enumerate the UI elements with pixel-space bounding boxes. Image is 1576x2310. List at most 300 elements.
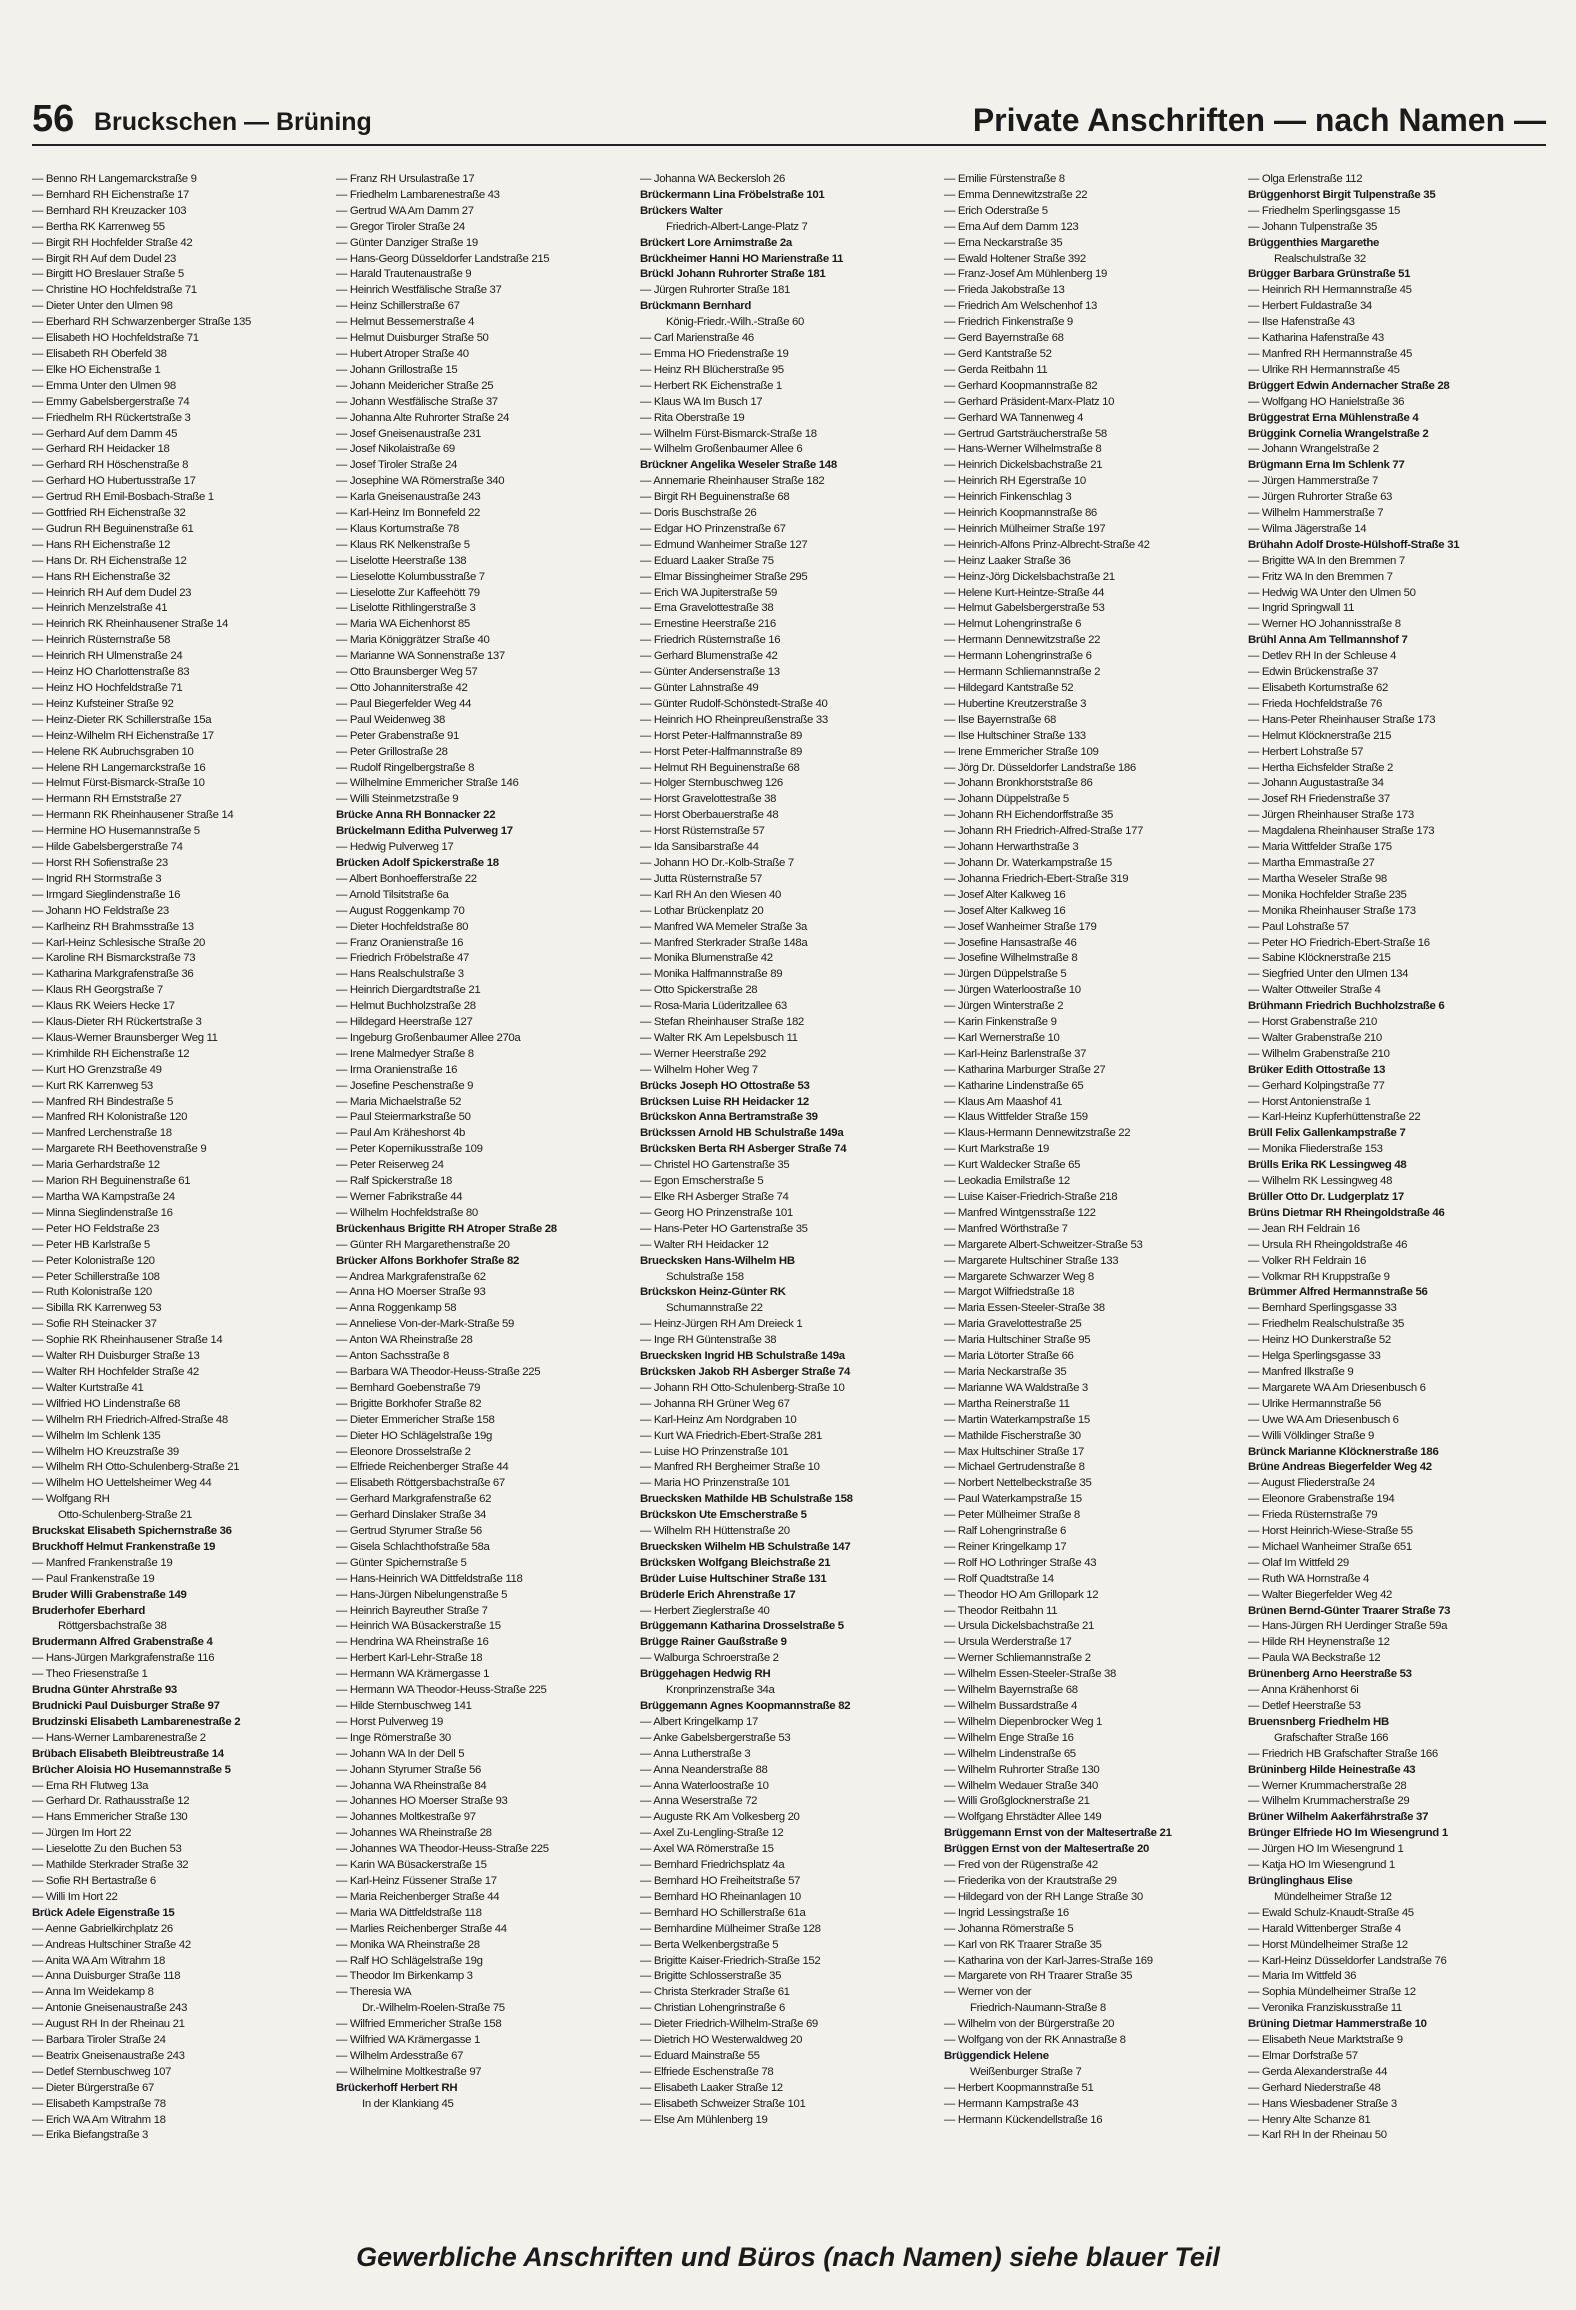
directory-entry: — Karl RH An den Wiesen 40 — [640, 888, 781, 901]
directory-entry: — Wilhelm HO Kreuzstraße 39 — [32, 1445, 179, 1458]
directory-entry: — Johann Tulpenstraße 35 — [1248, 220, 1378, 233]
directory-entry: — Bernhard RH Eichenstraße 17 — [32, 188, 189, 201]
directory-entry: — Hilde RH Heynenstraße 12 — [1248, 1636, 1390, 1649]
directory-entry: — Wilhelm Essen-Steeler-Straße 38 — [944, 1668, 1117, 1681]
directory-entry: — August Fliederstraße 24 — [1248, 1477, 1375, 1490]
directory-entry: Brückner Angelika Weseler Straße 148 — [640, 459, 837, 472]
directory-entry: — Jürgen Rheinhauser Straße 173 — [1248, 809, 1414, 822]
directory-entry: — Ilse Hultschiner Straße 133 — [944, 729, 1086, 742]
directory-entry: — Erich Oderstraße 5 — [944, 204, 1048, 217]
directory-entry: — Maria Reichenberger Straße 44 — [336, 1890, 500, 1903]
directory-entry: — Johannes Moltkestraße 97 — [336, 1811, 476, 1824]
directory-entry: — Ursula Werderstraße 17 — [944, 1636, 1072, 1649]
directory-entry: — Dietrich HO Westerwaldweg 20 — [640, 2034, 803, 2047]
directory-entry: — Ingrid Lessingstraße 16 — [944, 1906, 1069, 1919]
directory-entry: — Anna Im Weidekamp 8 — [32, 1986, 154, 1999]
directory-entry: — Wilhelm Grabenstraße 210 — [1248, 1047, 1390, 1060]
directory-entry: — Otto Johanniterstraße 42 — [336, 682, 468, 694]
directory-entry: — Ralf HO Schlägelstraße 19g — [336, 1954, 483, 1967]
directory-entry: — Sofie RH Steinacker 37 — [32, 1318, 157, 1331]
directory-entry: — Herbert Lohstraße 57 — [1248, 745, 1364, 758]
directory-entry: — Hermann WA Krämergasse 1 — [336, 1668, 490, 1681]
directory-entry: — Manfred WA Memeler Straße 3a — [640, 920, 807, 933]
directory-entry: — Elmar Bissingheimer Straße 295 — [640, 570, 808, 583]
directory-entry: — Frieda Rüsternstraße 79 — [1248, 1509, 1378, 1522]
directory-entry: — Elmar Dorfstraße 57 — [1248, 2049, 1358, 2062]
directory-entry: — Friedrich HB Grafschafter Straße 166 — [1248, 1747, 1438, 1760]
directory-entry: — Johann Grillostraße 15 — [336, 363, 458, 376]
directory-entry: In der Klankiang 45 — [362, 2097, 454, 2110]
directory-entry: Brünenberg Arno Heerstraße 53 — [1248, 1668, 1412, 1681]
directory-entry: — Klaus Kortumstraße 78 — [336, 522, 459, 535]
directory-entry: — Josef Nikolaistraße 69 — [336, 443, 455, 456]
directory-entry: — Albert Kringelkamp 17 — [640, 1715, 758, 1728]
directory-entry: Brückert Lore Arnimstraße 2a — [640, 236, 792, 249]
directory-entry: Brudna Günter Ahrstraße 93 — [32, 1684, 177, 1697]
directory-entry: Brüggemann Ernst von der Maltesertraße 21 — [944, 1827, 1172, 1840]
directory-entry: — Detlev RH In der Schleuse 4 — [1248, 650, 1397, 663]
directory-entry: — Axel WA Römerstraße 15 — [640, 1843, 774, 1856]
directory-entry: — Theodor Reitbahn 11 — [944, 1604, 1058, 1617]
directory-entry: — Ruth Kolonistraße 120 — [32, 1286, 152, 1299]
directory-entry: — Karl-Heinz Füssener Straße 17 — [336, 1874, 497, 1887]
directory-entry: — Herbert Koopmannstraße 51 — [944, 2081, 1094, 2094]
directory-entry: — Kurt RK Karrenweg 53 — [32, 1079, 153, 1092]
directory-entry: — Johanna Römerstraße 5 — [944, 1922, 1074, 1935]
directory-entry: — Erich WA Jupiterstraße 59 — [640, 586, 777, 599]
directory-entry: — Fred von der Rügenstraße 42 — [944, 1859, 1098, 1872]
directory-entry: — Johannes WA Rheinstraße 28 — [336, 1827, 492, 1840]
directory-entry: Brücks Joseph HO Ottostraße 53 — [640, 1079, 810, 1092]
directory-entry: — Marianne WA Sonnenstraße 137 — [336, 650, 505, 663]
directory-entry: Grafschafter Straße 166 — [1274, 1731, 1389, 1744]
directory-entry: — Johann RH Eichendorffstraße 35 — [944, 809, 1114, 822]
directory-entry: — Manfred Sterkrader Straße 148a — [640, 936, 808, 949]
directory-entry: — Josef RH Friedenstraße 37 — [1248, 793, 1390, 806]
directory-entry: — Ulrike Hermannstraße 56 — [1248, 1397, 1382, 1410]
directory-entry: Kronprinzenstraße 34a — [666, 1684, 775, 1697]
directory-entry: — August Roggenkamp 70 — [336, 904, 465, 917]
directory-entry: — Günter RH Margarethenstraße 20 — [336, 1238, 510, 1251]
directory-entry: — Wolfgang HO Hanielstraße 36 — [1248, 395, 1405, 408]
directory-entry: — Ingeburg Großenbaumer Allee 270a — [336, 1031, 521, 1044]
directory-entry: — Werner von der — [944, 1986, 1032, 1999]
directory-entry: — Dieter Bürgerstraße 67 — [32, 2081, 155, 2094]
directory-entry: — Maria Wittfelder Straße 175 — [1248, 841, 1392, 854]
directory-entry: — Rita Oberstraße 19 — [640, 411, 745, 424]
directory-entry: — Edmund Wanheimer Straße 127 — [640, 538, 808, 551]
directory-entry: — Monika Rheinhauser Straße 173 — [1248, 904, 1416, 917]
directory-entry: — Hermann WA Theodor-Heuss-Straße 225 — [336, 1684, 547, 1697]
directory-entry: Brügge Rainer Gaußstraße 9 — [640, 1636, 787, 1649]
directory-entry: — Hans-Jürgen Markgrafenstraße 116 — [32, 1652, 215, 1665]
directory-entry: — Michael Gertrudenstraße 8 — [944, 1461, 1085, 1474]
directory-entry: — Josef Alter Kalkweg 16 — [944, 904, 1066, 917]
directory-entry: — Wilhelm Großenbaumer Allee 6 — [640, 443, 803, 456]
directory-entry: — Hermann Kückendellstraße 16 — [944, 2113, 1103, 2126]
directory-entry: Brückskon Anna Bertramstraße 39 — [640, 1111, 818, 1124]
directory-entry: — Heinz HO Dunkerstraße 52 — [1248, 1334, 1391, 1347]
directory-entry: — Olga Erlenstraße 112 — [1248, 173, 1363, 185]
directory-entry: — Margot Wilfriedstraße 18 — [944, 1286, 1075, 1299]
directory-entry: — Detlef Heerstraße 53 — [1248, 1700, 1361, 1712]
directory-entry: — Irmgard Sieglindenstraße 16 — [32, 888, 181, 901]
directory-entry: — Krimhilde RH Eichenstraße 12 — [32, 1047, 190, 1060]
directory-entry: Friedrich-Albert-Lange-Platz 7 — [666, 220, 808, 233]
directory-entry: — Walburga Schroerstraße 2 — [640, 1652, 779, 1665]
directory-entry: Brücksken Berta RH Asberger Straße 74 — [640, 1143, 847, 1156]
directory-entry: — Marianne WA Waldstraße 3 — [944, 1381, 1088, 1394]
directory-entry: — Friedhelm Lambarenestraße 43 — [336, 188, 500, 201]
directory-entry: — Horst Grabenstraße 210 — [1248, 1016, 1377, 1029]
directory-entry: — Hilde Gabelsbergerstraße 74 — [32, 841, 183, 854]
directory-entry: — Paul Steiermarkstraße 50 — [336, 1111, 471, 1124]
directory-entry: Schulstraße 158 — [666, 1270, 744, 1283]
directory-entry: — Benno RH Langemarckstraße 9 — [32, 173, 197, 185]
directory-entry: — Otto Braunsberger Weg 57 — [336, 666, 478, 679]
directory-entry: — Helene RH Langemarckstraße 16 — [32, 761, 206, 774]
directory-entry: — Heinz Laaker Straße 36 — [944, 554, 1071, 567]
directory-entry: — Josef Wanheimer Straße 179 — [944, 920, 1097, 933]
directory-entry: — Ruth WA Hornstraße 4 — [1248, 1572, 1370, 1585]
column-2 — [336, 172, 632, 2217]
directory-entry: — Magdalena Rheinhauser Straße 173 — [1248, 825, 1435, 838]
directory-entry: — Martha Weseler Straße 98 — [1248, 872, 1387, 885]
footer-note: Gewerbliche Anschriften und Büros (nach Namen) siehe blauer Teil — [356, 2242, 1220, 2272]
directory-entry: — Ralf Spickerstraße 18 — [336, 1175, 453, 1188]
directory-entry: — Wilhelm Fürst-Bismarck-Straße 18 — [640, 427, 817, 440]
directory-entry: — Irene Malmedyer Straße 8 — [336, 1047, 474, 1060]
directory-entry: — Birgit RH Hochfelder Straße 42 — [32, 236, 193, 249]
directory-entry: — Berta Welkenbergstraße 5 — [640, 1938, 779, 1951]
directory-entry: König-Friedr.-Wilh.-Straße 60 — [666, 316, 804, 329]
column-1 — [32, 172, 328, 2217]
directory-entry: — Klaus RK Nelkenstraße 5 — [336, 538, 470, 551]
directory-entry: Brück Adele Eigenstraße 15 — [32, 1906, 175, 1919]
directory-entry: — Ursula RH Rheingoldstraße 46 — [1248, 1238, 1408, 1251]
directory-entry: — Hans-Peter HO Gartenstraße 35 — [640, 1222, 808, 1235]
directory-entry: — Carl Marienstraße 46 — [640, 332, 754, 345]
directory-entry: Bruderhofer Eberhard — [32, 1604, 145, 1617]
directory-entry: — Johanna Friedrich-Ebert-Straße 319 — [944, 872, 1129, 885]
directory-entry: — Kurt WA Friedrich-Ebert-Straße 281 — [640, 1429, 822, 1442]
directory-entry: — Reiner Kringelkamp 17 — [944, 1540, 1067, 1553]
directory-entry: — Horst Pulverweg 19 — [336, 1715, 443, 1728]
directory-entry: Brüggen Ernst von der Maltesertraße 20 — [944, 1843, 1150, 1856]
directory-entry: — Manfred RH Kolonistraße 120 — [32, 1111, 188, 1124]
directory-entry: — Karl-Heinz Am Nordgraben 10 — [640, 1413, 797, 1426]
directory-entry: — Georg HO Prinzenstraße 101 — [640, 1206, 793, 1219]
directory-entry: — Willi Im Hort 22 — [32, 1890, 118, 1903]
directory-entry: Bruckskat Elisabeth Spichernstraße 36 — [32, 1525, 232, 1538]
directory-entry: — Klaus RK Weiers Hecke 17 — [32, 1000, 175, 1013]
directory-entry: — Friedhelm Sperlingsgasse 15 — [1248, 204, 1400, 217]
directory-entry: — Antonie Gneisenaustraße 243 — [32, 2002, 188, 2015]
directory-entry: — Emma Dennewitzstraße 22 — [944, 188, 1088, 201]
directory-entry: — Andreas Hultschiner Straße 42 — [32, 1938, 191, 1951]
directory-entry: — Josef Alter Kalkweg 16 — [944, 888, 1066, 901]
directory-entry: — Manfred Wörthstraße 7 — [944, 1222, 1068, 1235]
directory-entry: — Hans RH Eichenstraße 12 — [32, 538, 171, 551]
directory-entry: Brüne Andreas Biegerfelder Weg 42 — [1248, 1461, 1432, 1474]
directory-entry: — Hubertine Kreutzerstraße 3 — [944, 697, 1087, 710]
directory-entry: — Wilhelm HO Uettelsheimer Weg 44 — [32, 1477, 212, 1490]
section-title: Private Anschriften — nach Namen — — [972, 102, 1546, 138]
directory-entry: Brückl Johann Ruhrorter Straße 181 — [640, 268, 826, 281]
directory-entry: — Anna Lutherstraße 3 — [640, 1747, 751, 1760]
directory-entry: Brüderle Erich Ahrenstraße 17 — [640, 1588, 796, 1601]
directory-entry: Dr.-Wilhelm-Roelen-Straße 75 — [362, 2002, 505, 2015]
directory-entry: — Egon Emscherstraße 5 — [640, 1175, 764, 1188]
directory-entry: — Karl Wernerstraße 10 — [944, 1031, 1060, 1044]
directory-entry: — Manfred RH Hermannstraße 45 — [1248, 347, 1412, 360]
directory-entry: — Paul Weidenweg 38 — [336, 713, 446, 726]
directory-entry: — Paul Lohstraße 57 — [1248, 920, 1349, 933]
directory-entry: — Horst Gravelottestraße 38 — [640, 793, 777, 806]
directory-entry: Brüner Wilhelm Aakerfährstraße 37 — [1248, 1811, 1429, 1824]
directory-entry: — Ilse Hafenstraße 43 — [1248, 316, 1355, 329]
directory-entry: — Elisabeth Röttgersbachstraße 67 — [336, 1477, 505, 1490]
directory-entry: — Jutta Rüsternstraße 57 — [640, 872, 763, 885]
directory-entry: — Emma Unter den Ulmen 98 — [32, 379, 176, 392]
directory-entry: Brüggendick Helene — [944, 2049, 1049, 2062]
directory-entry: — Karin Finkenstraße 9 — [944, 1016, 1057, 1029]
directory-entry: — Karl RH In der Rheinau 50 — [1248, 2129, 1387, 2142]
directory-entry: — Else Am Mühlenberg 19 — [640, 2113, 768, 2126]
directory-entry: — Wilhelm RH Otto-Schulenberg-Straße 21 — [32, 1461, 240, 1474]
directory-entry: — Katharina Marburger Straße 27 — [944, 1063, 1106, 1076]
directory-entry: Schumannstraße 22 — [666, 1302, 763, 1315]
directory-entry: — Bernhard Goebenstraße 79 — [336, 1381, 481, 1394]
directory-entry: — Dieter Hochfeldstraße 80 — [336, 920, 469, 933]
directory-entry: — Johanna Alte Ruhrorter Straße 24 — [336, 411, 509, 424]
directory-entry: — Gerda Reitbahn 11 — [944, 363, 1048, 376]
directory-entry: — Günter Rudolf-Schönstedt-Straße 40 — [640, 697, 828, 710]
directory-entry: — Gertrud Gartsträucherstraße 58 — [944, 427, 1107, 440]
directory-entry: — Heinrich Koopmannstraße 86 — [944, 507, 1097, 520]
directory-entry: — Heinrich Mülheimer Straße 197 — [944, 522, 1106, 535]
directory-entry: — Friedhelm RH Rückertstraße 3 — [32, 411, 191, 424]
directory-entry: — Maria Gravelottestraße 25 — [944, 1318, 1082, 1331]
directory-entry: Brümmer Alfred Hermannstraße 56 — [1248, 1286, 1428, 1299]
directory-entry: Bruensnberg Friedhelm HB — [1248, 1715, 1389, 1728]
directory-entry: — Elisabeth Schweizer Straße 101 — [640, 2097, 806, 2110]
directory-entry: — Katharina Markgrafenstraße 36 — [32, 968, 194, 981]
directory-entry: Mündelheimer Straße 12 — [1274, 1890, 1392, 1903]
directory-entry: — Hildegard Kantstraße 52 — [944, 682, 1074, 694]
directory-entry: — Anita WA Am Witrahm 18 — [32, 1954, 165, 1967]
directory-entry: — Maria Essen-Steeler-Straße 38 — [944, 1302, 1105, 1315]
directory-entry: — Wilhelm Krummacherstraße 29 — [1248, 1795, 1410, 1808]
column-5 — [1248, 172, 1544, 2217]
directory-entry: — Franz-Josef Am Mühlenberg 19 — [944, 268, 1107, 281]
directory-entry: — Marion RH Beguinenstraße 61 — [32, 1175, 191, 1188]
directory-entry: — Helmut Buchholzstraße 28 — [336, 1000, 476, 1013]
directory-entry: — Christine HO Hochfeldstraße 71 — [32, 284, 197, 297]
directory-entry: — August RH In der Rheinau 21 — [32, 2018, 185, 2031]
directory-entry: — Ewald Holtener Straße 392 — [944, 252, 1086, 265]
directory-entry: — Walter Grabenstraße 210 — [1248, 1031, 1382, 1044]
directory-entry: — Heinz Kufsteiner Straße 92 — [32, 697, 174, 710]
directory-entry: — Karl-Heinz Schlesische Straße 20 — [32, 936, 205, 949]
directory-entry: — Hildegard von der RH Lange Straße 30 — [944, 1890, 1143, 1903]
directory-entry: — Jürgen Waterloostraße 10 — [944, 984, 1081, 997]
directory-entry: — Heinrich HO Rheinpreußenstraße 33 — [640, 713, 828, 726]
directory-entry: — Johann Westfälische Straße 37 — [336, 395, 498, 408]
directory-entry: — Sophie RK Rheinhausener Straße 14 — [32, 1334, 223, 1347]
directory-entry: — Anna Weserstraße 72 — [640, 1795, 758, 1808]
directory-entry: — Horst Oberbauerstraße 48 — [640, 809, 779, 822]
directory-entry: — Helmut Gabelsbergerstraße 53 — [944, 602, 1105, 615]
directory-entry: — Gertrud WA Am Damm 27 — [336, 204, 474, 217]
directory-entry: — Ida Sansibarstraße 44 — [640, 841, 759, 854]
directory-entry: — Erna RH Flutweg 13a — [32, 1779, 149, 1792]
directory-entry: Brüninberg Hilde Heinestraße 43 — [1248, 1763, 1416, 1776]
directory-entry: — Hans Emmericher Straße 130 — [32, 1811, 188, 1824]
directory-entry: — Elke HO Eichenstraße 1 — [32, 363, 161, 376]
directory-entry: Brücksken Jakob RH Asberger Straße 74 — [640, 1365, 851, 1378]
directory-entry: — Maria Königgrätzer Straße 40 — [336, 634, 490, 647]
directory-entry: — Auguste RK Am Volkesberg 20 — [640, 1811, 800, 1824]
directory-entry: Brückssen Arnold HB Schulstraße 149a — [640, 1127, 844, 1140]
directory-entry: — Walter RH Heidacker 12 — [640, 1238, 769, 1251]
directory-entry: — Katharina von der Karl-Jarres-Straße 169 — [944, 1954, 1153, 1967]
directory-entry: — Josef Tiroler Straße 24 — [336, 459, 458, 472]
directory-entry: — Erich WA Am Witrahm 18 — [32, 2113, 166, 2126]
directory-entry: — Maria Michaelstraße 52 — [336, 1095, 462, 1108]
directory-entry: — Eduard Laaker Straße 75 — [640, 554, 774, 567]
directory-entry: — Hermann Dennewitzstraße 22 — [944, 634, 1101, 647]
directory-entry: — Johanna WA Rheinstraße 84 — [336, 1779, 487, 1792]
directory-entry: — Rolf Quadtstraße 14 — [944, 1572, 1054, 1585]
directory-entry: — Peter Schillerstraße 108 — [32, 1270, 160, 1283]
directory-entry: — Heinz-Wilhelm RH Eichenstraße 17 — [32, 729, 214, 742]
directory-entry: — Wilhelm Hammerstraße 7 — [1248, 507, 1384, 520]
directory-entry: — Ursula Dickelsbachstraße 21 — [944, 1620, 1095, 1633]
directory-entry: — Norbert Nettelbeckstraße 35 — [944, 1477, 1092, 1490]
directory-entry: Brücke Anna RH Bonnacker 22 — [336, 809, 496, 822]
directory-entry: — Brigitte Borkhofer Straße 82 — [336, 1397, 482, 1410]
directory-entry: — Elisabeth Laaker Straße 12 — [640, 2081, 783, 2094]
directory-entry: — Johann Herwarthstraße 3 — [944, 841, 1079, 854]
directory-entry: — Klaus-Hermann Dennewitzstraße 22 — [944, 1127, 1131, 1140]
directory-entry: — Anke Gabelsbergerstraße 53 — [640, 1731, 791, 1744]
directory-entry: — Günter Andersenstraße 13 — [640, 666, 780, 679]
directory-entry: Friedrich-Naumann-Straße 8 — [970, 2002, 1106, 2015]
directory-entry: — Werner Schliemannstraße 2 — [944, 1652, 1091, 1665]
directory-entry: — Maria Lötorter Straße 66 — [944, 1350, 1074, 1363]
directory-entry: — Marlies Reichenberger Straße 44 — [336, 1922, 507, 1935]
directory-entry: — Klaus WA Im Busch 17 — [640, 395, 763, 408]
directory-entry: — Edgar HO Prinzenstraße 67 — [640, 522, 786, 535]
directory-entry: — Wilhelm Hoher Weg 7 — [640, 1063, 758, 1076]
directory-entry: — Theo Friesenstraße 1 — [32, 1668, 148, 1681]
directory-entry: — Veronika Franziskusstraße 11 — [1248, 2002, 1402, 2015]
directory-entry: — Heinrich Westfälische Straße 37 — [336, 284, 502, 297]
directory-entry: — Heinrich WA Büsackerstraße 15 — [336, 1620, 501, 1633]
directory-entry: — Anna Waterloostraße 10 — [640, 1779, 769, 1792]
directory-entry: — Wilhelmine Moltkestraße 97 — [336, 2065, 482, 2078]
directory-entry: — Elke RH Asberger Straße 74 — [640, 1191, 789, 1203]
directory-entry: — Emilie Fürstenstraße 8 — [944, 173, 1065, 185]
directory-entry: — Gerhard Kolpingstraße 77 — [1248, 1079, 1385, 1092]
directory-entry: — Bernhard HO Rheinanlagen 10 — [640, 1890, 801, 1903]
directory-entry: — Katja HO Im Wiesengrund 1 — [1248, 1859, 1395, 1872]
directory-entry: — Helmut Duisburger Straße 50 — [336, 332, 489, 345]
directory-entry: — Lieselotte Zu den Buchen 53 — [32, 1843, 182, 1856]
directory-entry: — Maria WA Dittfeldstraße 118 — [336, 1906, 482, 1919]
directory-entry: — Wilhelm RK Lessingweg 48 — [1248, 1175, 1393, 1188]
directory-entry: — Brigitte WA In den Bremmen 7 — [1248, 554, 1405, 567]
directory-entry: — Maria Hultschiner Straße 95 — [944, 1334, 1091, 1347]
directory-entry: Bruecksken Mathilde HB Schulstraße 158 — [640, 1493, 853, 1506]
directory-entry: — Hedwig WA Unter den Ulmen 50 — [1248, 586, 1416, 599]
directory-entry: — Liselotte Rithlingerstraße 3 — [336, 602, 476, 615]
directory-entry: — Heinrich Diergardtstraße 21 — [336, 984, 481, 997]
directory-entry: — Wilhelm Ardesstraße 67 — [336, 2049, 464, 2062]
directory-entry: Brückerhoff Herbert RH — [336, 2081, 458, 2094]
directory-entry: — Wilhelm Wedauer Straße 340 — [944, 1779, 1098, 1792]
directory-entry: — Bernhard HO Freiheitstraße 57 — [640, 1874, 801, 1887]
directory-entry: — Ernestine Heerstraße 216 — [640, 618, 776, 631]
directory-entry: — Brigitte Kaiser-Friedrich-Straße 152 — [640, 1954, 821, 1967]
directory-entry: — Elfriede Reichenberger Straße 44 — [336, 1461, 509, 1474]
directory-entry: — Gerhard Dinslaker Straße 34 — [336, 1509, 487, 1522]
directory-entry: — Klaus Wittfelder Straße 159 — [944, 1111, 1088, 1124]
directory-entry: — Heinrich RH Auf dem Dudel 23 — [32, 586, 192, 599]
directory-entry: — Wilhelm Diepenbrocker Weg 1 — [944, 1715, 1103, 1728]
directory-entry: — Manfred RH Bindestraße 5 — [32, 1095, 173, 1108]
directory-entry: — Helene Kurt-Heintze-Straße 44 — [944, 586, 1105, 599]
directory-entry: — Johann Styrumer Straße 56 — [336, 1763, 482, 1776]
directory-entry: — Andrea Markgrafenstraße 62 — [336, 1270, 486, 1283]
directory-entry: — Uwe WA Am Driesenbusch 6 — [1248, 1413, 1399, 1426]
directory-entry: — Minna Sieglindenstraße 16 — [32, 1206, 173, 1219]
directory-entry: — Hertha Eichsfelder Straße 2 — [1248, 761, 1393, 774]
directory-entry: Brünglinghaus Elise — [1248, 1874, 1353, 1887]
directory-entry: — Brigitte Schlosserstraße 35 — [640, 1970, 782, 1983]
directory-entry: — Bernhard RH Kreuzacker 103 — [32, 204, 187, 217]
directory-entry: — Heinz-Jürgen RH Am Dreieck 1 — [640, 1318, 803, 1331]
directory-entry: — Elisabeth RH Oberfeld 38 — [32, 347, 167, 360]
directory-entry: Brügmann Erna Im Schlenk 77 — [1248, 459, 1405, 472]
directory-entry: Brüggink Cornelia Wrangelstraße 2 — [1248, 427, 1429, 440]
directory-entry: — Friederika von der Krautstraße 29 — [944, 1874, 1117, 1887]
directory-entry: — Monika Blumenstraße 42 — [640, 952, 773, 965]
directory-entry: — Johannes WA Theodor-Heuss-Straße 225 — [336, 1843, 549, 1856]
directory-entry: Brudermann Alfred Grabenstraße 4 — [32, 1636, 213, 1649]
directory-entry: — Sibilla RK Karrenweg 53 — [32, 1302, 162, 1315]
directory-entry: — Jürgen Im Hort 22 — [32, 1827, 132, 1840]
directory-entry: — Josef Gneisenaustraße 231 — [336, 427, 482, 440]
directory-entry: Bruckhoff Helmut Frankenstraße 19 — [32, 1540, 216, 1553]
directory-entry: — Margarete Hultschiner Straße 133 — [944, 1254, 1119, 1267]
directory-entry: — Jürgen Düppelstraße 5 — [944, 968, 1067, 981]
directory-entry: Brübach Elisabeth Bleibtreustraße 14 — [32, 1747, 224, 1760]
directory-entry: Brühmann Friedrich Buchholzstraße 6 — [1248, 1000, 1445, 1013]
directory-columns — [32, 172, 1546, 2217]
directory-entry: — Wilhelm Hochfeldstraße 80 — [336, 1206, 478, 1219]
directory-entry: — Jürgen Ruhrorter Straße 181 — [640, 284, 791, 297]
directory-entry: — Heinz-Dieter RK Schillerstraße 15a — [32, 713, 212, 726]
directory-entry: — Manfred RH Bergheimer Straße 10 — [640, 1461, 820, 1474]
directory-entry: — Harald Trautenaustraße 9 — [336, 268, 472, 281]
directory-entry: — Wolfgang Ehrstädter Allee 149 — [944, 1811, 1102, 1824]
directory-entry: — Hermann RH Ernststraße 27 — [32, 793, 182, 806]
directory-entry: — Werner Krummacherstraße 28 — [1248, 1779, 1407, 1792]
directory-entry: — Wilhelm Lindenstraße 65 — [944, 1747, 1076, 1760]
directory-entry: Brückskon Heinz-Günter RK — [640, 1286, 786, 1299]
